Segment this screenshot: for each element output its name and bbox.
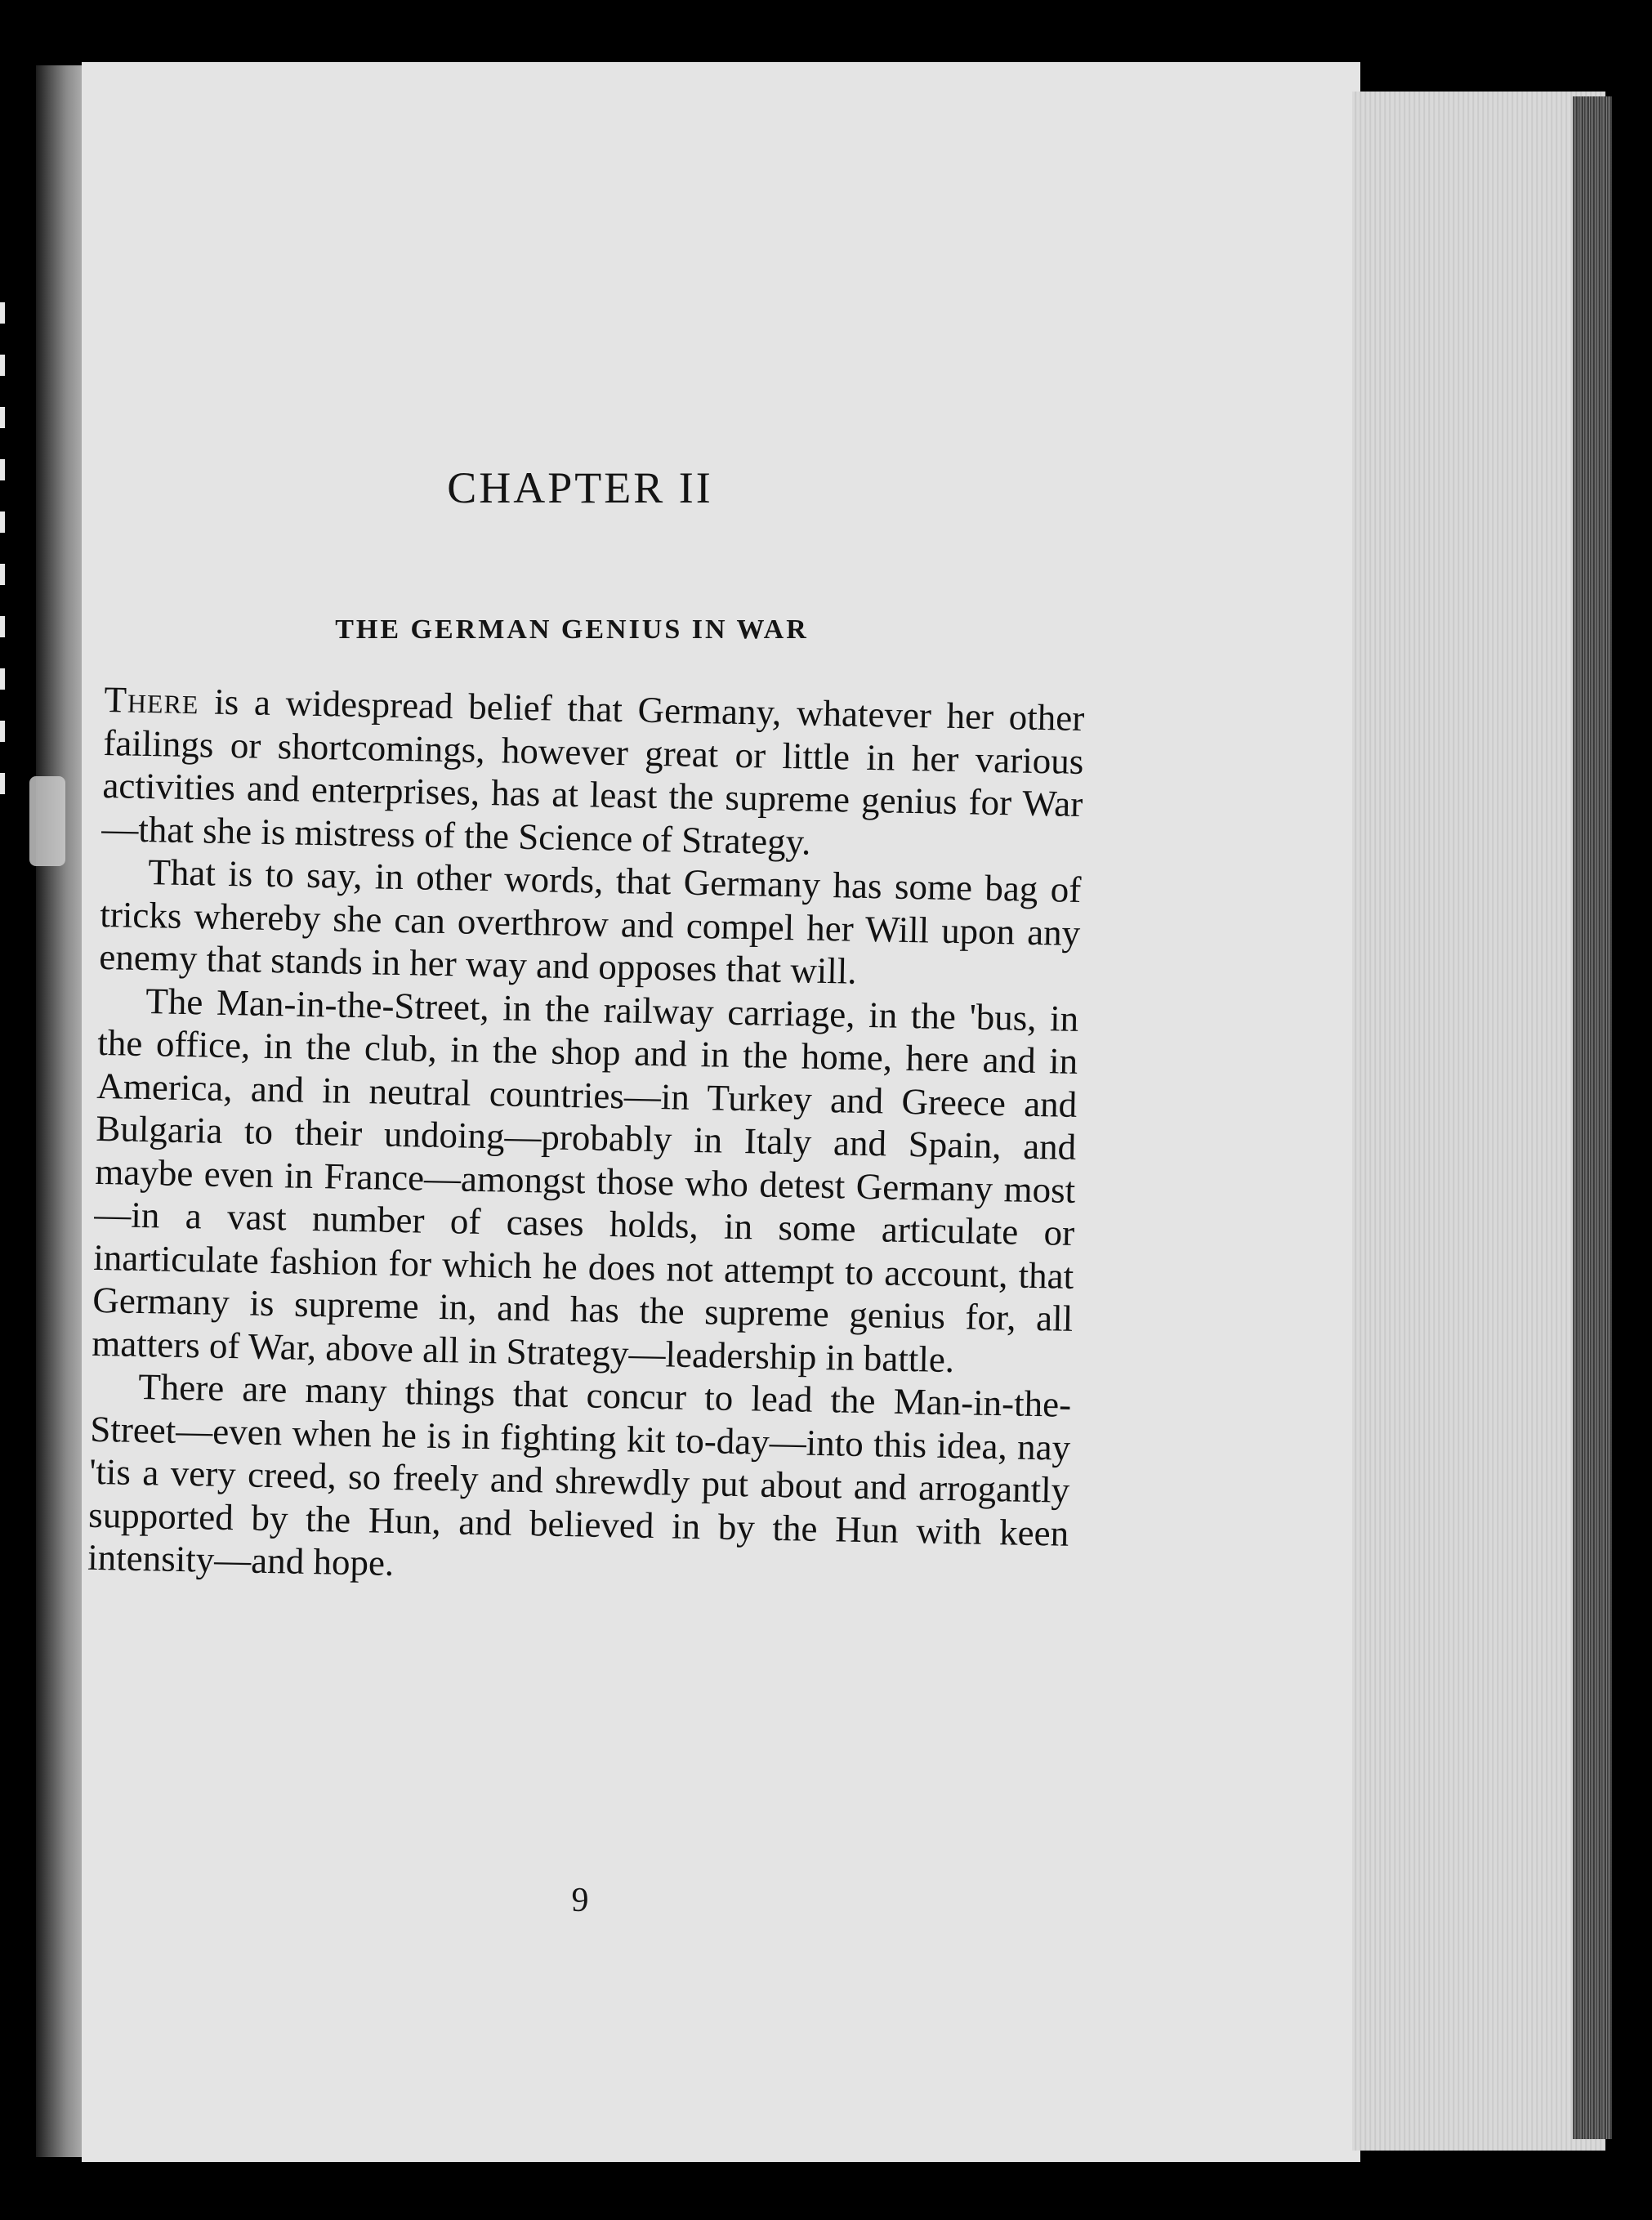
- chapter-body: [87, 678, 1085, 1597]
- paragraph-text: is a widespread belief that Germany, whatever her other failings or shortcomings, however great or little in her various activities and enterprises, has at least the supreme genius for War—that she is mistress of the Science of Strategy.: [100, 681, 1085, 863]
- paragraph-lead-word: There: [104, 678, 200, 722]
- chapter-title: THE GERMAN GENIUS IN WAR: [335, 614, 809, 645]
- paragraph: [101, 678, 1085, 869]
- previous-page-edge: [0, 302, 11, 825]
- paragraph: [87, 1365, 1072, 1597]
- page-fore-edge: [1352, 92, 1605, 2151]
- chapter-heading: CHAPTER II: [447, 463, 713, 512]
- paragraph-text: The Man-in-the-Street, in the railway carriage, in the 'bus, in the office, in the club, in the shop and in the home, here and in America, and in neutral countries—in Turkey and Greece and Bulgaria to their undoing—probably in Italy and Spain, and maybe even in France—amongst those who detest Germany most—in a vast number of cases holds, in some articulate or inarticulate fashion for which he does not attempt to account, that Germany is supreme in, and has the supreme genius for, all matters of War, above all in Strategy—leadership in battle.: [91, 980, 1079, 1380]
- book-cover-edge: [1573, 96, 1612, 2139]
- paragraph-text: That is to say, in other words, that Germany has some bag of tricks whereby she can overthrow and compel her Will upon any enemy that stands in her way and opposes that will.: [98, 851, 1082, 992]
- paragraph: [99, 850, 1082, 998]
- paragraph: [92, 978, 1079, 1382]
- book-gutter: [36, 65, 87, 2157]
- paragraph-text: There are many things that concur to lead the Man-in-the-Street—even when he is in fighting kit to-day—into this idea, nay 'tis a very creed, so freely and shrewdly put about and arrogantly supported by the Hun, and believed in by the Hun with keen intensity—and hope.: [87, 1365, 1072, 1583]
- page-number: 9: [571, 1882, 589, 1919]
- gutter-stain: [29, 776, 65, 866]
